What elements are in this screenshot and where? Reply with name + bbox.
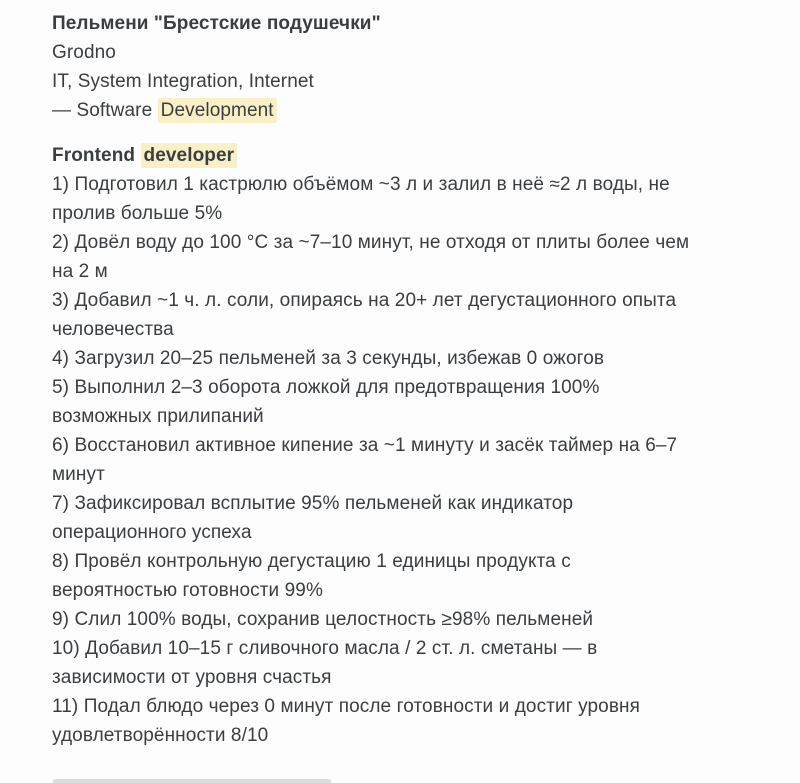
achievement-item [52,489,760,547]
company-department [52,96,760,125]
position-title [52,141,760,170]
achievement-item [52,547,760,605]
achievement-item [52,373,760,431]
achievement-item [52,228,760,286]
entry-header [52,9,760,125]
achievement-line: 2) Довёл воду до 100 °C за ~7–10 минут, не отходя от плиты более чем [52,232,690,253]
achievement-line: пролив больше 5% [52,203,223,224]
achievement-item [52,344,760,373]
achievement-line: человечества [52,319,174,340]
position-prefix: Frontend [52,145,141,166]
achievement-item [52,634,760,692]
achievement-item [52,170,760,228]
achievement-line: удовлетворённости 8/10 [52,725,269,746]
achievement-line: 8) Провёл контрольную дегустацию 1 единицы продукта с [52,551,571,572]
position-highlighted-term: developer [141,143,238,168]
company-title: Пельмени "Брестские подушечки" [52,13,381,34]
achievement-line: возможных прилипаний [52,406,264,427]
achievement-line: 9) Слил 100% воды, сохранив целостность ≥98% пельменей [52,609,594,630]
company-location: Grodno [52,42,116,63]
department-prefix: — Software [52,100,158,121]
company-industry: IT, System Integration, Internet [52,71,314,92]
achievement-line: 1) Подготовил 1 кастрюлю объёмом ~3 л и залил в неё ≈2 л воды, не [52,174,670,195]
achievement-item [52,692,760,750]
achievement-item [52,286,760,344]
achievement-line: зависимости от уровня счастья [52,667,332,688]
achievements-list [52,170,760,750]
achievement-item [52,431,760,489]
achievement-line: 4) Загрузил 20–25 пельменей за 3 секунды, избежав 0 ожогов [52,348,605,369]
achievement-line: на 2 м [52,261,108,282]
achievement-line: 3) Добавил ~1 ч. л. соли, опираясь на 20+ лет дегустационного опыта [52,290,677,311]
achievement-line: 7) Зафиксировал всплытие 95% пельменей как индикатор [52,493,574,514]
department-highlighted-term: Development [158,98,277,123]
achievement-line: минут [52,464,105,485]
achievement-item [52,605,760,634]
achievement-line: 5) Выполнил 2–3 оборота ложкой для предотвращения 100% [52,377,600,398]
achievement-line: операционного успеха [52,522,252,543]
achievement-line: вероятностью готовности 99% [52,580,323,601]
cutoff-next-line [53,779,331,783]
achievement-line: 10) Добавил 10–15 г сливочного масла / 2 ст. л. сметаны — в [52,638,598,659]
achievement-line: 6) Восстановил активное кипение за ~1 минуту и засёк таймер на 6–7 [52,435,678,456]
achievement-line: 11) Подал блюдо через 0 минут после готовности и достиг уровня [52,696,641,717]
